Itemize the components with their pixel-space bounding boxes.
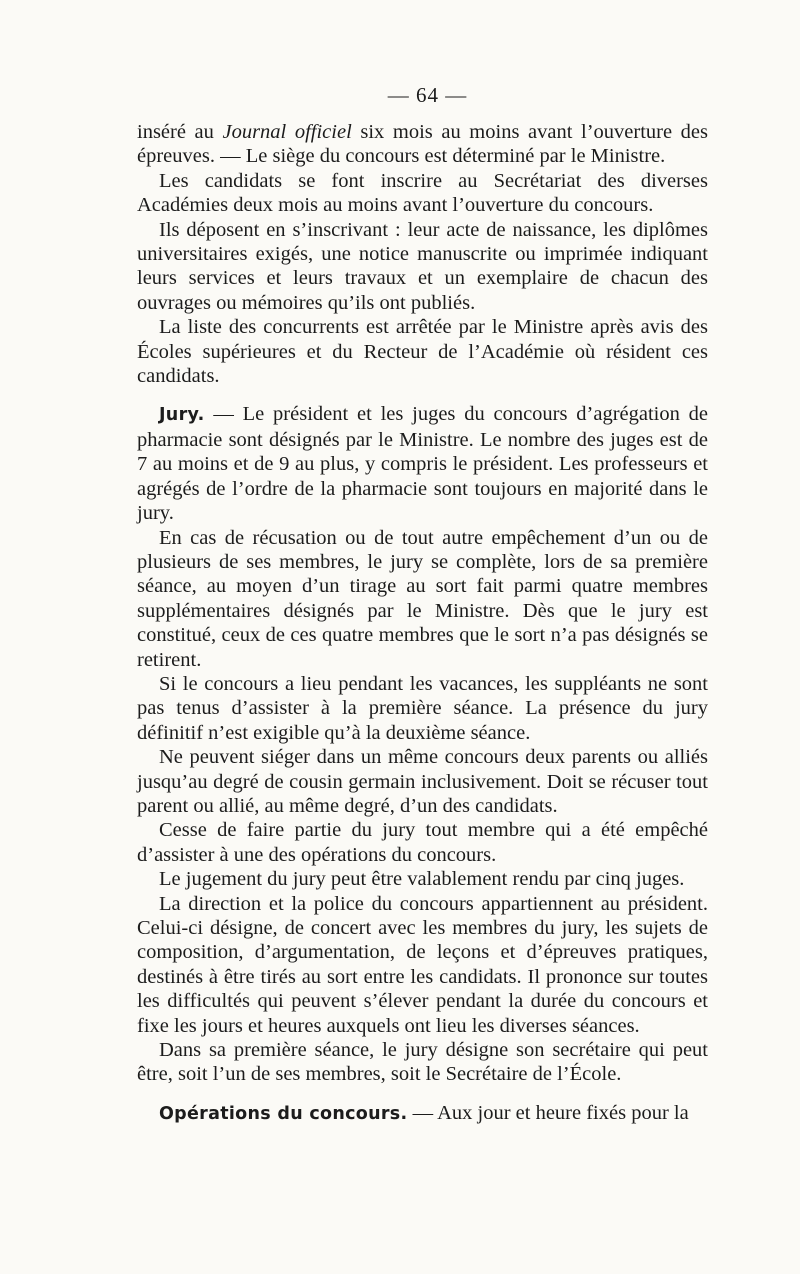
- text-run: six mois au moins avant l’ouverture des épreuves. — Le siège du concours est déterminé par le Ministre.: [137, 121, 708, 168]
- text-run: inséré au: [137, 121, 223, 143]
- paragraph-vacances: Si le concours a lieu pendant les vacances, les suppléants ne sont pas tenus d’assister à la première séance. La présence du jury définitif n’est exigible qu’à la deuxième séance.: [137, 672, 708, 744]
- section-heading-operations: Opérations du concours.: [159, 1103, 408, 1124]
- paragraph-registration: Les candidats se font inscrire au Secrétariat des diverses Académies deux mois au moins avant l’ouverture du concours.: [137, 169, 708, 217]
- paragraph-jury: [137, 402, 708, 525]
- text-run: — Aux jour et heure fixés pour la: [407, 1101, 689, 1124]
- paragraph-operations: [137, 1101, 708, 1126]
- paragraph-continuation: [137, 120, 708, 169]
- paragraph-parents: Ne peuvent siéger dans un même concours deux parents ou alliés jusqu’au degré de cousin germain inclusivement. Doit se récuser tout parent ou allié, au même degré, d’un des candidats.: [137, 746, 708, 817]
- document-page: [137, 78, 708, 1126]
- paragraph-jugement: Le jugement du jury peut être valablement rendu par cinq juges.: [159, 868, 685, 891]
- section-heading-jury: Jury.: [159, 405, 205, 426]
- journal-title: Journal officiel: [222, 121, 352, 143]
- paragraph-candidate-list: La liste des concurrents est arrêtée par le Ministre après avis des Écoles supérieures et du Recteur de l’Académie où résident ces candidats.: [137, 316, 708, 388]
- page-number: — 64 —: [387, 83, 468, 107]
- paragraph-documents: Ils déposent en s’inscrivant : leur acte de naissance, les diplômes universitaires exigés, une notice manuscrite ou imprimée indiquant leurs services et leurs travaux et un exemplaire de chacun des ouvrages ou mémoires qu’ils ont publiés.: [137, 218, 708, 314]
- paragraph-secretaire: Dans sa première séance, le jury désigne son secrétaire qui peut être, soit l’un de ses membres, soit le Secrétaire de l’École.: [137, 1039, 708, 1086]
- paragraph-recusation: En cas de récusation ou de tout autre empêchement d’un ou de plusieurs de ses membres, le jury se complète, lors de sa première séance, au moyen d’un tirage au sort fait parmi quatre membres supplémentaires désignés par le Ministre. Dès que le jury est constitué, ceux de ces quatre membres que le sort n’a pas désignés se retirent.: [137, 526, 708, 671]
- text-run: — Le président et les juges du concours d’agrégation de pharmacie sont désignés par le Ministre. Le nombre des juges est de 7 au moins et de 9 au plus, y compris le président. Les professeurs et agrégés de l’ordre de la pharmacie sont toujours en majorité dans le jury.: [137, 403, 708, 525]
- paragraph-direction: La direction et la police du concours appartiennent au président. Celui-ci désigne, de concert avec les membres du jury, les sujets de composition, d’argumentation, de leçons et d’épreuves pratiques, destinés à être tirés au sort entre les candidats. Il prononce sur toutes les difficultés qui peuvent s’élever pendant la durée du concours et fixe les jours et heures auxquels ont lieu les diverses séances.: [137, 892, 708, 1037]
- paragraph-empechement: Cesse de faire partie du jury tout membre qui a été empêché d’assister à une des opérations du concours.: [137, 819, 708, 866]
- body-text: [137, 120, 708, 1126]
